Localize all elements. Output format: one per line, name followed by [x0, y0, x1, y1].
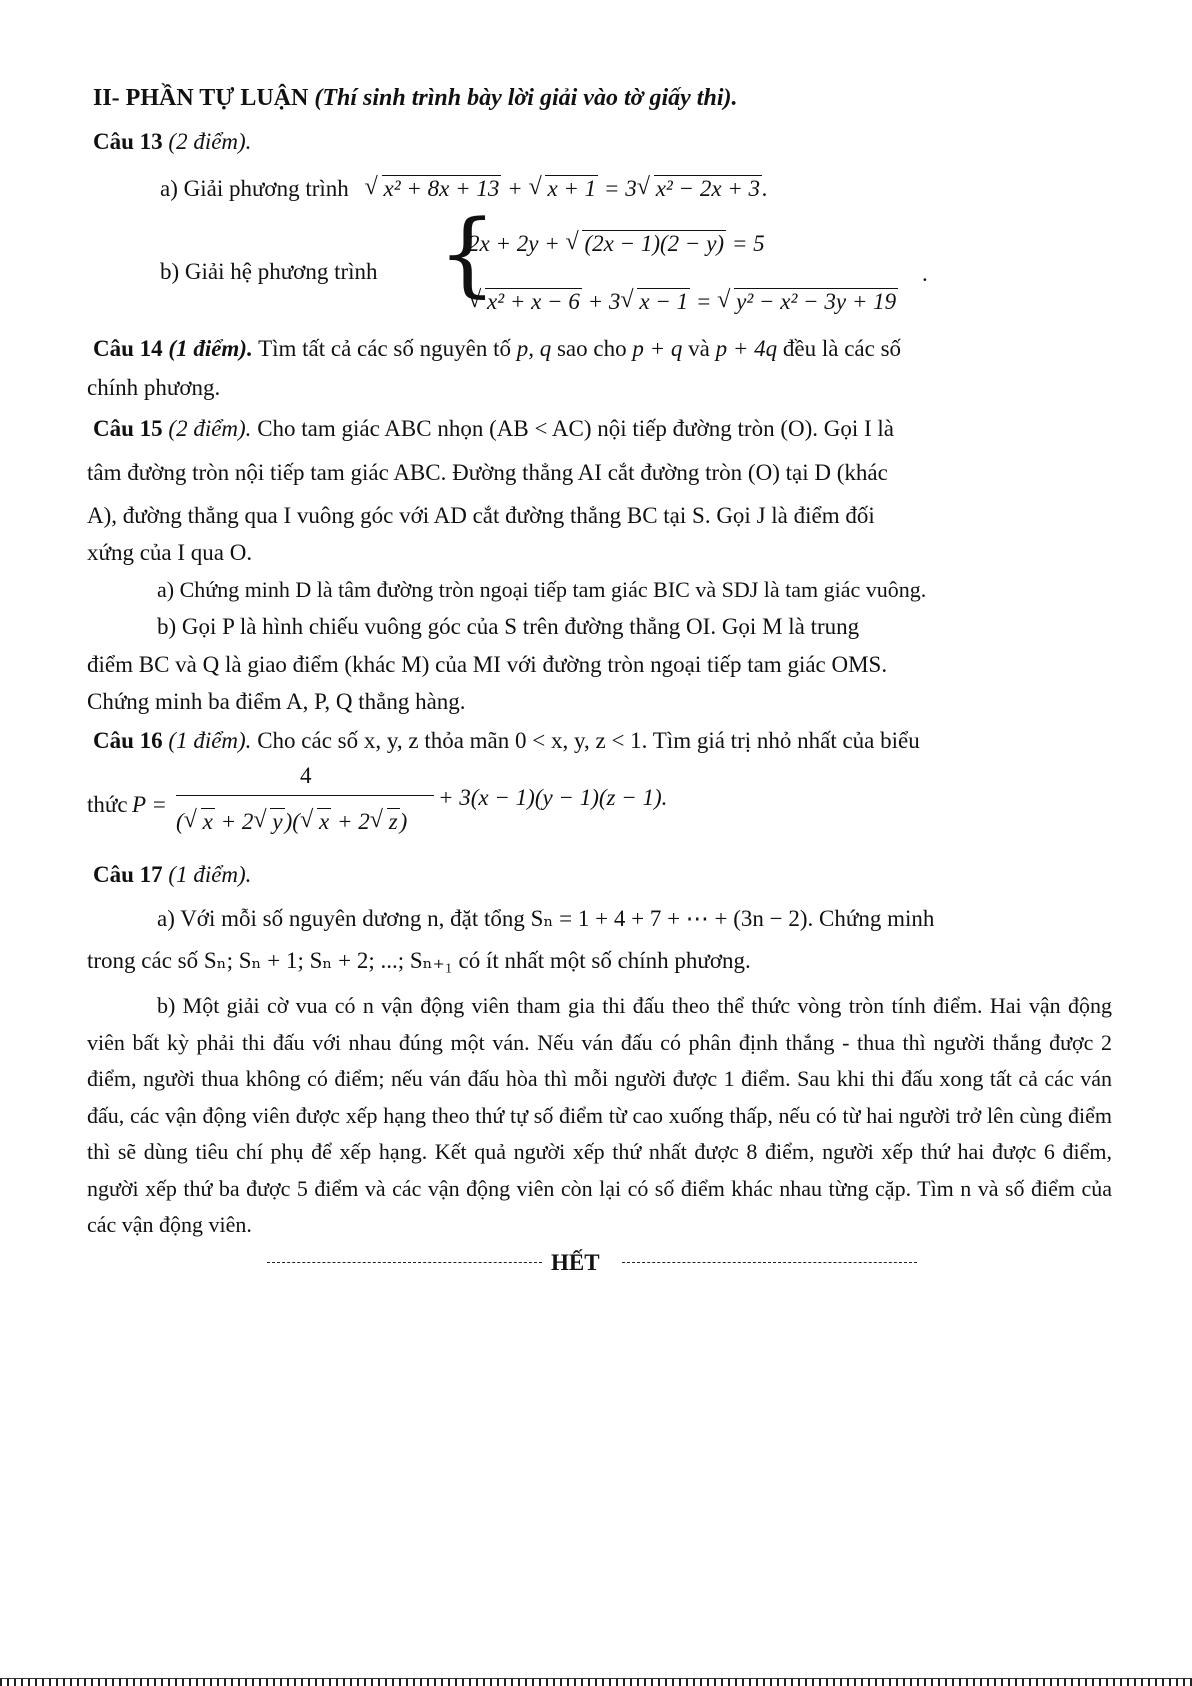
q14-text-3: và — [688, 336, 710, 361]
q14-line-1 — [93, 333, 901, 365]
section-heading — [93, 82, 737, 116]
q13-b-end: . — [922, 261, 928, 286]
q13-a-radical-3: x² − 2x + 3 — [655, 176, 761, 201]
q14-points: (1 điểm). — [168, 336, 253, 361]
q13-a-equation — [365, 176, 768, 201]
q16-denominator: (√ x + 2√ y)(√ x + 2√ z) — [176, 806, 407, 838]
q17-part-b: b) Một giải cờ vua có n vận động viên tham gia thi đấu theo thể thức vòng tròn tính điểm. Hai vận động viên bất kỳ phải thi đấu với nhau đúng một ván. Nếu ván đấu có phân định thắng - thua thì người thắng được 2 điểm, người thua không có điểm; nếu ván đấu hòa thì mỗi người được 1 điểm. Sau khi thi đấu xong tất cả các ván đấu, các vận động viên được xếp hạng theo thứ tự số điểm từ cao xuống thấp, nếu có từ hai người trở lên cùng điểm thì sẽ dùng tiêu chí phụ để xếp hạng. Kết quả người xếp thứ nhất được 8 điểm, người xếp thứ hai được 6 điểm, người xếp thứ ba được 5 điểm và các vận động viên còn lại có số điểm khác nhau từng cặp. Tìm n và số điểm của các vận động viên. — [87, 993, 1112, 1237]
q13-a-label: a) Giải phương trình — [160, 176, 349, 201]
q16-den-sqrt-y: y — [272, 809, 283, 834]
q15-part-b-3: Chứng minh ba điểm A, P, Q thẳng hàng. — [87, 689, 466, 714]
q13-b-eq2 — [468, 286, 898, 318]
section-title: II- PHẦN TỰ LUẬN — [93, 85, 309, 111]
q13-a-radical-2: x + 1 — [547, 176, 597, 201]
q16-numerator: 4 — [300, 763, 312, 788]
q17-header — [93, 859, 251, 891]
q15-part-b-2: điểm BC và Q là giao điểm (khác M) của MI với đường tròn ngoại tiếp tam giác OMS. — [87, 652, 888, 677]
end-dash-right — [622, 1262, 917, 1263]
q16-den-sqrt-x-2: x — [318, 809, 330, 834]
q16-word: thức — [87, 792, 128, 817]
q13-b-eq1-lead: 2x + 2y + — [468, 231, 566, 256]
q17-title: Câu 17 — [93, 862, 163, 887]
q16-tail: + 3(x − 1)(y − 1)(z − 1). — [438, 785, 668, 810]
q13-b-eq2-radical-2: x − 1 — [639, 289, 689, 314]
section-note: (Thí sinh trình bày lời giải vào tờ giấy thi). — [314, 85, 738, 111]
q15-part-b-1: b) Gọi P là hình chiếu vuông góc của S trên đường thẳng OI. Gọi M là trung — [157, 614, 860, 639]
q13-a-plus: + — [501, 176, 529, 201]
q13-b-eq2-mid: + 3 — [581, 289, 621, 314]
end-mark: HẾT — [551, 1250, 600, 1275]
q13-a-eq: = 3 — [598, 176, 637, 201]
q14-line-2: chính phương. — [87, 375, 221, 400]
q16-den-plus-2: + 2 — [331, 809, 370, 834]
q13-b-label: b) Giải hệ phương trình — [160, 259, 378, 284]
q13-b-eq1-tail: = 5 — [726, 231, 765, 256]
q14-text-2: sao cho — [556, 336, 627, 361]
q16-points: (1 điểm). — [168, 728, 252, 753]
q15-line-4: xứng của I qua O. — [87, 540, 253, 565]
q13-a-radical-1: x² + 8x + 13 — [383, 176, 500, 201]
q17-part-a-1: a) Với mỗi số nguyên dương n, đặt tổng Sₙ = 1 + 4 + 7 + ⋯ + (3n − 2). Chứng minh — [157, 906, 935, 931]
q16-fraction-bar — [176, 795, 434, 796]
q15-line-1 — [93, 413, 894, 445]
q15-title: Câu 15 — [93, 416, 163, 441]
q16-den-plus-1: + 2 — [214, 809, 254, 834]
q13-b-eq1 — [468, 228, 765, 260]
q14-text-4: đều là các số — [782, 336, 902, 361]
q15-line-2: tâm đường tròn nội tiếp tam giác ABC. Đường thẳng AI cắt đường tròn (O) tại D (khác — [87, 460, 888, 485]
q13-b-eq1-radical: (2x − 1)(2 − y) — [584, 231, 725, 256]
end-dash-left — [267, 1262, 542, 1263]
q16-den-sqrt-z: z — [388, 809, 398, 834]
q13-b-eq2-radical-3: y² − x² − 3y + 19 — [736, 289, 897, 314]
q16-text-1: Cho các số x, y, z thỏa mãn 0 < x, y, z < 1. Tìm giá trị nhỏ nhất của biểu — [257, 728, 920, 753]
q16-den-sqrt-x-1: x — [202, 809, 213, 834]
q13-points: (2 điểm). — [168, 129, 252, 154]
q13-a-end: . — [762, 176, 768, 201]
q16-line-1 — [93, 725, 920, 757]
q13-header — [93, 126, 251, 158]
q17-points: (1 điểm). — [168, 862, 252, 887]
q16-title: Câu 16 — [93, 728, 163, 753]
q13-b-eq2-eq: = — [690, 289, 718, 314]
q14-title: Câu 14 — [93, 336, 163, 361]
system-brace: { — [438, 200, 497, 307]
q13-title: Câu 13 — [93, 129, 163, 154]
q14-text-1: Tìm tất cả các số nguyên tố — [258, 336, 511, 361]
q15-points: (2 điểm). — [168, 416, 252, 441]
q17-part-a-2: trong các số Sₙ; Sₙ + 1; Sₙ + 2; ...; Sₙ₊₁ có ít nhất một số chính phương. — [87, 948, 751, 973]
q16-p-eq: P = — [132, 792, 167, 817]
q14-expr-1: p + q — [632, 336, 683, 361]
q15-text-1: Cho tam giác ABC nhọn (AB < AC) nội tiếp đường tròn (O). Gọi I là — [257, 416, 895, 441]
q14-expr-2: p + 4q — [715, 336, 778, 361]
q14-vars: p, q — [516, 336, 552, 361]
q15-part-a: a) Chứng minh D là tâm đường tròn ngoại tiếp tam giác BIC và SDJ là tam giác vuông. — [157, 577, 927, 602]
q13-b-eq2-radical-1: x² + x − 6 — [487, 289, 580, 314]
q15-line-3: A), đường thẳng qua I vuông góc với AD cắt đường thẳng BC tại S. Gọi J là điểm đối — [87, 503, 875, 528]
